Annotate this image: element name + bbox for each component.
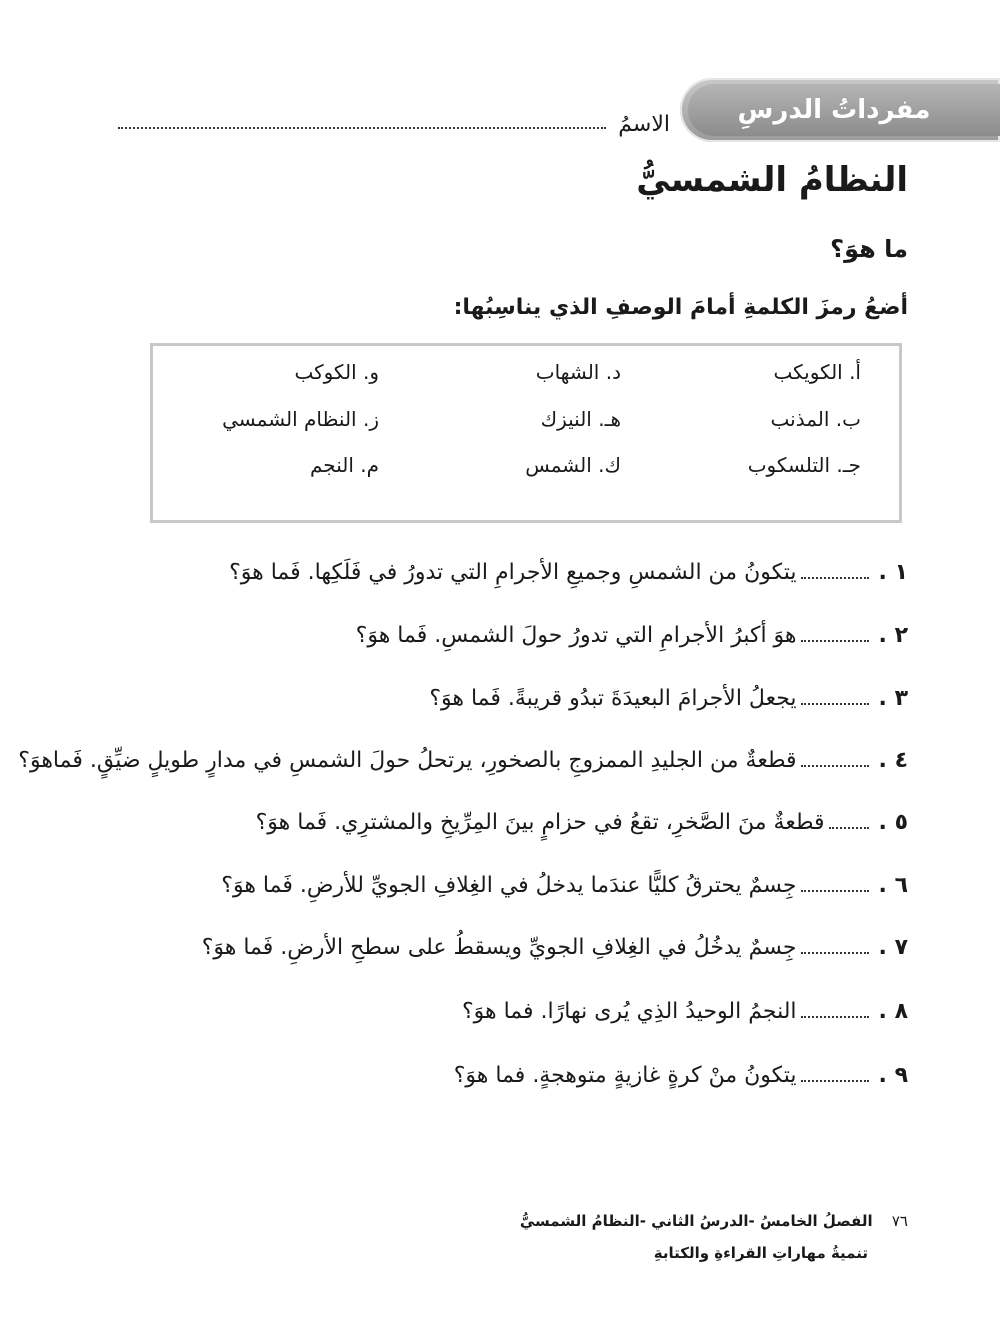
word-item: أ. الكويكب bbox=[773, 360, 861, 384]
question-item bbox=[454, 1063, 908, 1088]
word-item: ز. النظام الشمسي bbox=[222, 407, 379, 431]
question-number: ٤ . bbox=[878, 748, 908, 773]
word-item: هـ. النيزك bbox=[540, 407, 621, 431]
question-item bbox=[18, 748, 908, 773]
lesson-vocab-tab bbox=[680, 78, 1000, 142]
question-item bbox=[256, 810, 908, 835]
question-item bbox=[462, 999, 908, 1024]
question-item bbox=[429, 686, 908, 711]
chapter-line: الفصلُ الخامسُ -الدرسُ الثاني -النظامُ الشمسيُّ bbox=[519, 1212, 873, 1230]
question-item bbox=[202, 935, 908, 960]
name-label: الاسمُ bbox=[618, 112, 670, 137]
question-number: ٥ . bbox=[878, 810, 908, 835]
book-title: تنميةُ مهاراتِ القراءةِ والكتابةِ bbox=[653, 1244, 868, 1262]
word-item: ب. المذنب bbox=[770, 407, 861, 431]
question-item bbox=[229, 560, 908, 585]
word-item: ك. الشمس bbox=[525, 453, 621, 477]
question-number: ٦ . bbox=[878, 873, 908, 898]
word-item: د. الشهاب bbox=[535, 360, 621, 384]
question-text: قطعةٌ منَ الصَّخرِ، تقعُ في حزامٍ بينَ المِرِّيخِ والمشترِي. فَما هوَ؟ bbox=[255, 810, 825, 835]
question-number: ٩ . bbox=[878, 1063, 908, 1088]
word-item: و. الكوكب bbox=[294, 360, 379, 384]
question-number: ٣ . bbox=[878, 686, 908, 711]
question-number: ٨ . bbox=[878, 999, 908, 1024]
question-text: قطعةٌ من الجليدِ الممزوجِ بالصخورِ، يرتحلُ حولَ الشمسِ في مدارٍ طويلٍ ضيِّقٍ. فَماهوَ؟ bbox=[18, 748, 797, 773]
page-number: ٧٦ bbox=[891, 1212, 908, 1230]
answer-blank[interactable] bbox=[801, 1079, 869, 1082]
question-number: ٧ . bbox=[878, 935, 908, 960]
question-text: النجمُ الوحيدُ الذِي يُرى نهارًا. فما هوَ؟ bbox=[461, 999, 797, 1024]
question-text: هوَ أكبرُ الأجرامِ التي تدورُ حولَ الشمسِ. فَما هوَ؟ bbox=[355, 623, 797, 648]
answer-blank[interactable] bbox=[829, 826, 869, 829]
question-number: ١ . bbox=[878, 560, 908, 585]
answer-blank[interactable] bbox=[801, 702, 869, 705]
footer-chapter bbox=[520, 1212, 908, 1230]
answer-blank[interactable] bbox=[801, 889, 869, 892]
name-line[interactable] bbox=[118, 127, 606, 129]
question-text: جِسمٌ يدخُلُ في الغِلافِ الجويِّ ويسقطُ على سطحِ الأرضِ. فَما هوَ؟ bbox=[201, 935, 797, 960]
word-item: م. النجم bbox=[309, 453, 379, 477]
answer-blank[interactable] bbox=[801, 764, 869, 767]
page-title: النظامُ الشمسيُّ bbox=[636, 160, 908, 200]
question-number: ٢ . bbox=[878, 623, 908, 648]
question-item bbox=[356, 623, 908, 648]
tab-title: مفرداتُ الدرسِ bbox=[688, 84, 1000, 136]
answer-blank[interactable] bbox=[801, 639, 869, 642]
question-text: يتكونُ منْ كرةٍ غازيةٍ متوهجةٍ. فما هوَ؟ bbox=[453, 1063, 797, 1088]
question-text: يتكونُ من الشمسِ وجميعِ الأجرامِ التي تدورُ في فَلَكِها. فَما هوَ؟ bbox=[229, 560, 797, 585]
section-title: ما هوَ؟ bbox=[830, 235, 908, 263]
answer-blank[interactable] bbox=[801, 576, 869, 579]
question-item bbox=[221, 873, 908, 898]
instruction-text: أضعُ رمزَ الكلمةِ أمامَ الوصفِ الذي يناسِبُها: bbox=[453, 295, 908, 320]
word-item: جـ. التلسكوب bbox=[747, 453, 861, 477]
word-bank bbox=[150, 343, 902, 523]
answer-blank[interactable] bbox=[801, 951, 869, 954]
question-text: جِسمٌ يحترقُ كليًّا عندَما يدخلُ في الغِلافِ الجويِّ للأرضِ. فَما هوَ؟ bbox=[221, 873, 797, 898]
question-text: يجعلُ الأجرامَ البعيدَةَ تبدُو قريبةً. فَما هوَ؟ bbox=[429, 686, 797, 711]
answer-blank[interactable] bbox=[801, 1015, 869, 1018]
